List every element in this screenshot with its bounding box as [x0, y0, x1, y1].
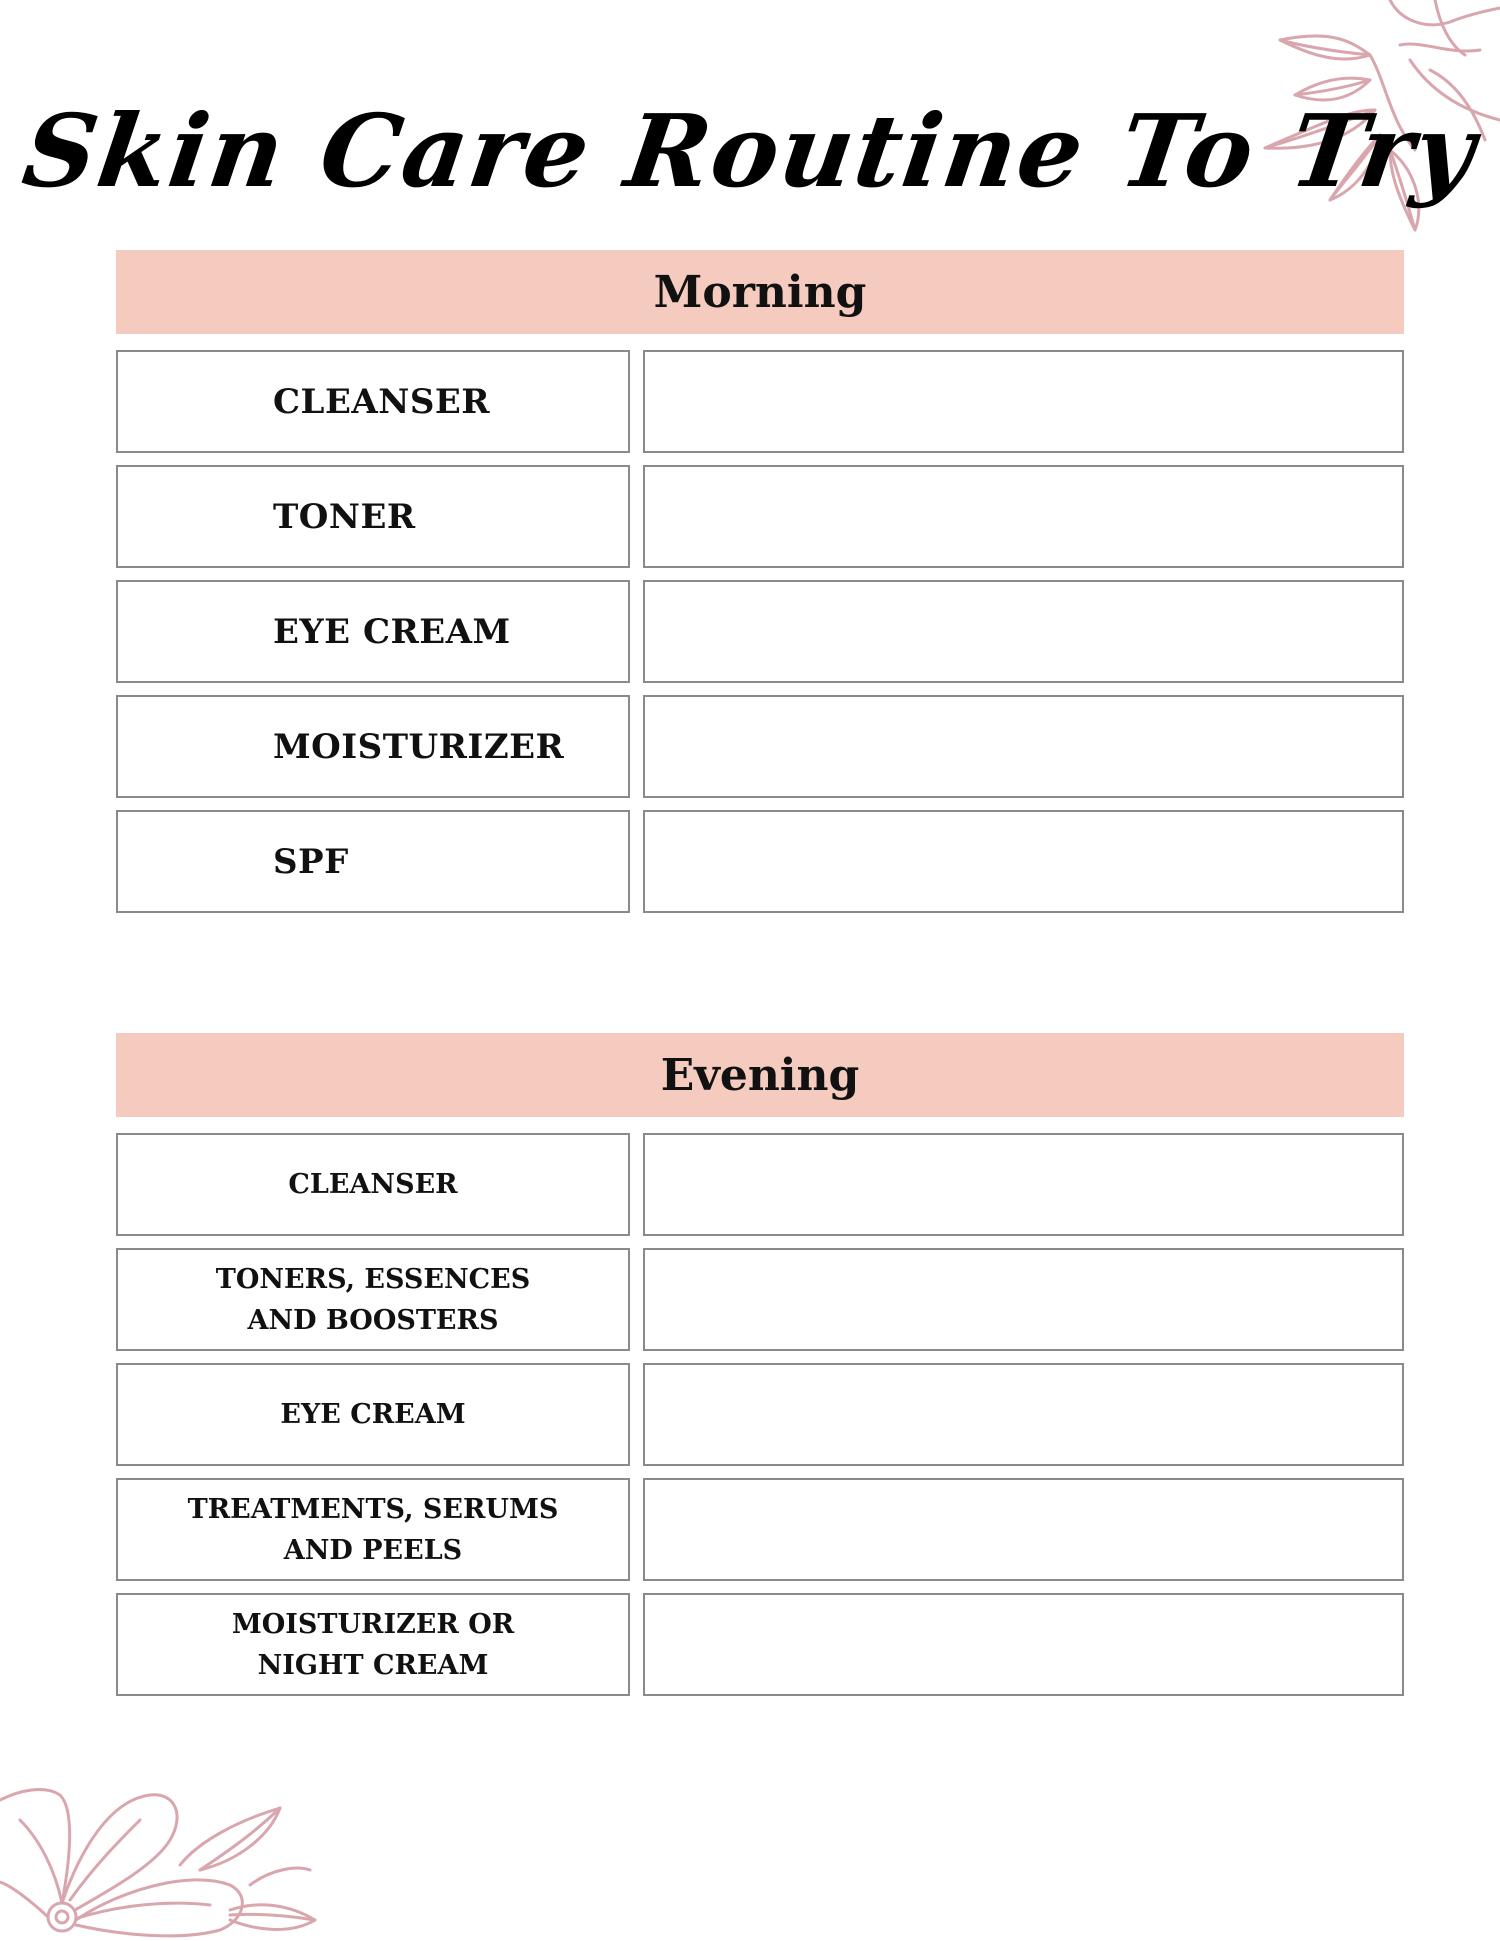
step-label-cell: [116, 350, 630, 453]
morning-routine-table: [116, 350, 1404, 925]
step-label: CLEANSER: [288, 1169, 458, 1200]
step-label: TONER: [273, 496, 416, 537]
step-entry-field[interactable]: [643, 810, 1404, 913]
table-row: [116, 810, 1404, 913]
table-row: [116, 1133, 1404, 1236]
step-label-cell: [116, 1478, 630, 1581]
step-label: MOISTURIZER OR NIGHT CREAM: [231, 1608, 515, 1681]
step-label: TONERS, ESSENCES AND BOOSTERS: [215, 1263, 531, 1336]
step-entry-field[interactable]: [643, 580, 1404, 683]
evening-routine-table: [116, 1133, 1404, 1708]
table-row: [116, 1248, 1404, 1351]
step-entry-field[interactable]: [643, 1478, 1404, 1581]
step-label-cell: [116, 1133, 630, 1236]
step-entry-field[interactable]: [643, 695, 1404, 798]
floral-corner-bottom-left-icon: [0, 1770, 320, 1941]
page-title: Skin Care Routine To Try: [16, 92, 1484, 210]
step-entry-field[interactable]: [643, 1593, 1404, 1696]
step-label: CLEANSER: [273, 381, 491, 422]
morning-section-header: [116, 250, 1404, 334]
table-row: [116, 1593, 1404, 1696]
step-entry-field[interactable]: [643, 1248, 1404, 1351]
table-row: [116, 465, 1404, 568]
step-label: EYE CREAM: [280, 1399, 466, 1430]
step-label-cell: [116, 810, 630, 913]
table-row: [116, 580, 1404, 683]
step-label: MOISTURIZER: [273, 726, 565, 767]
table-row: [116, 350, 1404, 453]
step-label-cell: [116, 1593, 630, 1696]
step-entry-field[interactable]: [643, 1363, 1404, 1466]
table-row: [116, 1478, 1404, 1581]
evening-section-header: [116, 1033, 1404, 1117]
step-label-cell: [116, 1248, 630, 1351]
step-entry-field[interactable]: [643, 350, 1404, 453]
step-label-cell: [116, 465, 630, 568]
step-entry-field[interactable]: [643, 465, 1404, 568]
step-label-cell: [116, 695, 630, 798]
morning-heading: Morning: [653, 266, 867, 318]
table-row: [116, 1363, 1404, 1466]
step-label-cell: [116, 580, 630, 683]
step-label: TREATMENTS, SERUMS AND PEELS: [187, 1493, 559, 1566]
step-entry-field[interactable]: [643, 1133, 1404, 1236]
step-label: SPF: [273, 841, 349, 882]
step-label: EYE CREAM: [273, 611, 511, 652]
table-row: [116, 695, 1404, 798]
step-label-cell: [116, 1363, 630, 1466]
evening-heading: Evening: [660, 1049, 860, 1101]
